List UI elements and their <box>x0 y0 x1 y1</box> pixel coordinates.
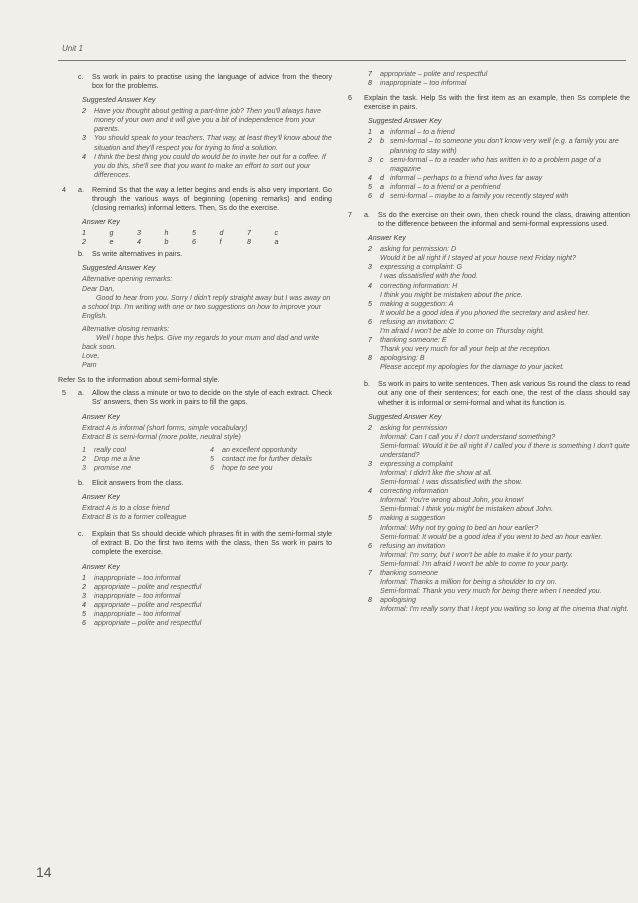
instruction-text: Ss write alternatives in pairs. <box>92 250 183 259</box>
item-number: 4 <box>210 445 214 454</box>
item-text: Informal: You're wrong about John, you know! <box>380 496 524 505</box>
exercise-4a: 4 a. Remind Ss that the way a letter begins and ends is also very important. Go through the various ways of beginning (opening remarks) and ending (closing remarks) informal letters. Then, Ss do the exercise. <box>62 185 332 213</box>
item-letter: a <box>380 182 384 191</box>
right-column <box>348 70 630 614</box>
answer-item <box>368 70 630 79</box>
item-text: Informal: I didn't like the show at all. <box>380 469 493 478</box>
item-text: contact me for further details <box>222 454 312 463</box>
item-number: 8 <box>368 354 372 363</box>
answer-item <box>368 487 630 514</box>
item-text: Semi-formal: Thank you very much for being there when I needed you. <box>380 587 602 596</box>
page-number: 14 <box>36 864 52 880</box>
item-text: Please accept my apologies for the damage to your jacket. <box>380 363 565 372</box>
pair-row <box>62 446 332 455</box>
item-number: 6 <box>368 541 372 550</box>
item-text: semi-formal – to a reader who has written in to a problem page of a magazine <box>390 155 601 173</box>
grid-cell: e <box>109 238 114 247</box>
exercise-5a: 5 a. Allow the class a minute or two to decide on the style of each extract. Check Ss' answers, then Ss work in pairs to fill the gaps. <box>62 389 332 407</box>
answer-item <box>368 569 630 596</box>
item-text: Thank you very much for all your help at the reception. <box>380 345 552 354</box>
answer-item <box>368 424 630 460</box>
answer-list <box>348 70 630 88</box>
item-heading: making a suggestion <box>380 514 446 523</box>
exercise-7a: 7 a. Ss do the exercise on their own, then check round the class, drawing attention to the difference between the informal and semi-formal expressions used. <box>348 211 630 229</box>
item-letter: a <box>380 128 384 137</box>
item-body <box>380 424 630 460</box>
item-body <box>380 336 630 354</box>
item-text: Informal: Thanks a million for being a shoulder to cry on. <box>380 577 557 586</box>
grid-cell: 6 <box>192 238 196 247</box>
item-number: 3 <box>368 155 372 164</box>
answer-item <box>368 542 630 569</box>
answer-key-label: Answer Key <box>368 234 406 243</box>
item-text: inappropriate – too informal <box>380 79 467 88</box>
answer-line: Extract B is to a former colleague <box>82 513 187 522</box>
answer-item <box>82 610 332 619</box>
answer-item <box>82 619 332 628</box>
header-rule <box>58 60 626 61</box>
item-heading: refusing an invitation <box>380 541 446 550</box>
instruction-text: Ss work in pairs to write sentences. Then ask various Ss round the class to read out any one of their sentences; for each one, the rest of the class should say whether it is informal or semi-formal and what its function is. <box>378 380 630 407</box>
item-number: 7 <box>368 336 372 345</box>
answer-key-label: Answer Key <box>82 493 120 502</box>
grid-cell: b <box>164 238 169 247</box>
item-heading: thanking someone: E <box>380 336 447 345</box>
instruction-text: Elicit answers from the class. <box>92 478 184 487</box>
pair-cell <box>82 455 204 464</box>
item-text: appropriate – polite and respectful <box>94 600 202 609</box>
alt-closing-label: Alternative closing remarks: <box>82 324 170 333</box>
answer-list <box>62 574 332 628</box>
exercise-7b: b. Ss work in pairs to write sentences. Then ask various Ss round the class to read out any one of their sentences; for each one, the rest of the class should say whether it is informal or semi-formal and what its function is. <box>364 380 630 407</box>
item-text: I think the best thing you could do would be to invite her out for a coffee. If you do this, she'll see that you want to make an effort to sort out your differences. <box>94 152 326 179</box>
item-number: 4 <box>368 487 372 496</box>
grid-cell: a <box>274 238 279 247</box>
item-number: 6 <box>368 317 372 326</box>
item-number: 5 <box>210 454 214 463</box>
answer-list <box>348 128 630 201</box>
answer-item <box>368 156 630 174</box>
grid-cell: d <box>219 229 224 238</box>
item-text: Drop me a line <box>94 454 141 463</box>
item-heading: expressing a complaint: G <box>380 263 463 272</box>
item-number: 5 <box>82 609 86 618</box>
unit-header: Unit 1 <box>62 44 83 53</box>
item-text: informal – to a friend <box>390 128 455 137</box>
answer-item <box>368 282 630 300</box>
item-body <box>380 354 630 372</box>
answer-item <box>368 183 630 192</box>
item-heading: making a suggestion: A <box>380 299 454 308</box>
item-text: inappropriate – too informal <box>94 591 181 600</box>
alt-opening-body: Good to hear from you. Sorry I didn't reply straight away but I was away on a school trip. I'm writing with one or two suggestions on how to improve your English. <box>82 293 331 320</box>
answer-list <box>348 424 630 615</box>
answer-key-label: Answer Key <box>82 412 120 421</box>
item-number: 7 <box>368 568 372 577</box>
item-number: 2 <box>368 137 372 146</box>
answer-line: Extract A is to a close friend <box>82 504 170 513</box>
answer-item <box>368 460 630 487</box>
item-heading: apologising: B <box>380 354 425 363</box>
item-body <box>380 263 630 281</box>
alt-opening-line: Dear Dan, <box>82 284 115 293</box>
instruction-text: Ss work in pairs to practise using the language of advice from the theory box for the problems. <box>92 73 332 91</box>
item-letter: c <box>380 155 384 164</box>
item-number: 3 <box>368 459 372 468</box>
item-text: You should speak to your teachers. That way, at least they'll know about the situation and they'll respect you for trying to find a solution. <box>94 134 332 152</box>
item-text: inappropriate – too informal <box>94 609 181 618</box>
answer-item <box>82 153 332 180</box>
alt-closing-name: Pam <box>82 361 97 370</box>
item-number: 5 <box>368 299 372 308</box>
instruction-text: Explain the task. Help Ss with the first item as an example, then Ss complete the exercise in pairs. <box>364 94 630 112</box>
item-text: an excellent opportunity <box>222 445 297 454</box>
answer-item <box>368 263 630 281</box>
answer-key-label: Suggested Answer Key <box>82 96 156 105</box>
item-number: 4 <box>82 152 86 161</box>
item-text: semi-formal – to someone you don't know very well (e.g. a family you are planning to stay with) <box>390 137 619 155</box>
item-text: semi-formal – maybe to a family you recently stayed with <box>390 191 569 200</box>
item-number: 1 <box>82 445 86 454</box>
item-number: 2 <box>368 245 372 254</box>
grid-cell: h <box>164 229 169 238</box>
item-text: I'm afraid I won't be able to come on Thursday night. <box>380 326 545 335</box>
answer-item <box>368 174 630 183</box>
grid-cell: 5 <box>192 229 196 238</box>
item-text: Informal: Why not try going to bed an hour earlier? <box>380 523 539 532</box>
item-text: I was dissatisfied with the food. <box>380 272 478 281</box>
item-body <box>380 300 630 318</box>
alt-closing-body: Well I hope this helps. Give my regards to your mum and dad and write back soon. <box>82 333 320 352</box>
item-text: Semi-formal: I was dissatisfied with the show. <box>380 478 523 487</box>
item-number: 2 <box>368 423 372 432</box>
answer-item <box>368 318 630 336</box>
answer-item <box>82 134 332 152</box>
item-text: inappropriate – too informal <box>94 573 181 582</box>
item-body <box>380 282 630 300</box>
answer-item <box>82 583 332 592</box>
grid-cell: 7 <box>247 229 251 238</box>
answer-line: Extract A is informal (short forms, simple vocabulary) <box>82 423 248 432</box>
pair-row <box>62 464 332 473</box>
item-number: 4 <box>82 600 86 609</box>
answer-item <box>82 107 332 134</box>
item-body <box>380 318 630 336</box>
answer-key-label: Answer Key <box>82 218 120 227</box>
item-text: Informal: Can I call you if I don't understand something? <box>380 432 556 441</box>
item-text: Informal: I'm really sorry that I kept you waiting so long at the cinema that night. <box>380 605 629 614</box>
item-heading: expressing a complaint <box>380 459 453 468</box>
instruction-text: Remind Ss that the way a letter begins and ends is also very important. Go through the various ways of beginning (opening remarks) and ending (closing remarks) informal letters. Then, Ss do the exercise. <box>92 185 332 213</box>
item-text: really cool <box>94 445 126 454</box>
exercise-5c: c. Explain that Ss should decide which phrases fit in with the semi-formal style of extract B. Do the first two items with the class, then Ss work in pairs to complete the exercise. <box>78 530 332 557</box>
item-number: 4 <box>368 281 372 290</box>
item-text: promise me <box>94 463 132 472</box>
item-text: appropriate – polite and respectful <box>380 70 488 78</box>
answer-pairs <box>62 446 332 473</box>
exercise-4c: c. Ss work in pairs to practise using the language of advice from the theory box for the problems. <box>78 73 332 91</box>
answer-item <box>368 336 630 354</box>
item-text: informal – perhaps to a friend who lives far away <box>390 173 543 182</box>
item-text: I think you might be mistaken about the price. <box>380 290 523 299</box>
alt-closing-signoff: Love, <box>82 352 100 361</box>
item-body <box>380 245 630 263</box>
item-text: Semi-formal: Would it be all right if I called you if there is something I don't quite understand? <box>380 441 630 459</box>
item-number: 3 <box>368 263 372 272</box>
answer-item <box>368 514 630 541</box>
item-letter: d <box>380 191 384 200</box>
answer-item <box>368 128 630 137</box>
item-body <box>380 542 630 569</box>
item-number: 1 <box>368 128 372 137</box>
exercise-5b: b. Elicit answers from the class. <box>62 479 332 488</box>
item-letter: b <box>380 137 384 146</box>
answer-item <box>368 137 630 155</box>
grid-cell: 4 <box>137 238 141 247</box>
instruction-text: Explain that Ss should decide which phrases fit in with the semi-formal style of extract B. Do the first two items with the class, then Ss work in pairs to complete the exercise. <box>92 530 332 557</box>
answer-key-label: Suggested Answer Key <box>82 264 156 273</box>
item-heading: asking for permission <box>380 423 448 432</box>
item-text: informal – to a friend or a penfriend <box>390 182 501 191</box>
grid-cell: f <box>219 238 222 247</box>
answer-item <box>82 601 332 610</box>
grid-cell: c <box>274 229 279 238</box>
item-number: 6 <box>210 463 214 472</box>
answer-key-label: Suggested Answer Key <box>368 412 442 421</box>
item-body <box>380 569 630 596</box>
answer-item <box>82 592 332 601</box>
pair-cell <box>210 455 332 464</box>
item-text: Semi-formal: I'm afraid I won't be able to come to your party. <box>380 559 569 568</box>
suggested-answer-list <box>62 107 332 180</box>
item-text: hope to see you <box>222 463 273 472</box>
alt-opening-label: Alternative opening remarks: <box>82 275 173 284</box>
item-letter: d <box>380 173 384 182</box>
answer-item <box>368 192 630 201</box>
item-number: 8 <box>368 596 372 605</box>
item-number: 2 <box>82 107 86 116</box>
item-text: appropriate – polite and respectful <box>94 618 202 627</box>
exercise-6: 6 Explain the task. Help Ss with the first item as an example, then Ss complete the exercise in pairs. <box>348 94 630 112</box>
answer-grid-row <box>62 229 302 238</box>
refer-text: Refer Ss to the information about semi-formal style. <box>58 376 220 385</box>
answer-list <box>348 245 630 372</box>
answer-item <box>368 596 630 614</box>
item-number: 3 <box>82 463 86 472</box>
item-text: Have you thought about getting a part-time job? Then you'll always have money of your own and it will give you a bit of independence from your parents. <box>94 107 321 134</box>
item-number: 3 <box>82 134 86 143</box>
item-number: 5 <box>368 182 372 191</box>
item-heading: correcting information <box>380 487 449 496</box>
answer-item <box>368 245 630 263</box>
item-text: Semi-formal: I think you might be mistaken about John. <box>380 505 554 514</box>
item-number: 8 <box>368 79 372 88</box>
exercise-4b: b. Ss write alternatives in pairs. <box>62 250 332 259</box>
answer-item <box>368 300 630 318</box>
item-heading: apologising <box>380 596 416 605</box>
item-body <box>380 460 630 487</box>
grid-cell: 3 <box>137 229 141 238</box>
item-body <box>380 514 630 541</box>
grid-cell: g <box>109 229 114 238</box>
item-heading: thanking someone <box>380 568 438 577</box>
item-heading: refusing an invitation: C <box>380 317 455 326</box>
item-number: 2 <box>82 454 86 463</box>
pair-cell <box>82 464 204 473</box>
instruction-text: Ss do the exercise on their own, then check round the class, drawing attention to the difference between the informal and semi-formal expressions used. <box>378 211 630 229</box>
grid-cell: 8 <box>247 238 251 247</box>
item-number: 6 <box>368 191 372 200</box>
item-text: It would be a good idea if you phoned the secretary and asked her. <box>380 308 590 317</box>
answer-key-label: Suggested Answer Key <box>368 117 442 126</box>
pair-row <box>62 455 332 464</box>
pair-cell <box>210 446 332 455</box>
item-heading: asking for permission: D <box>380 245 457 254</box>
pair-cell <box>210 464 332 473</box>
item-heading: correcting information: H <box>380 281 458 290</box>
answer-item <box>368 354 630 372</box>
answer-grid-row <box>62 238 302 247</box>
item-text: Informal: I'm sorry, but I won't be able to make it to your party. <box>380 550 573 559</box>
item-number: 4 <box>368 173 372 182</box>
left-column <box>58 70 332 628</box>
item-body <box>380 596 630 614</box>
item-text: Would it be all right if I stayed at your house next Friday night? <box>380 254 576 263</box>
item-number: 1 <box>82 573 86 582</box>
answer-line: Extract B is semi-formal (more polite, neutral style) <box>82 432 241 441</box>
pair-cell <box>82 446 204 455</box>
answer-key-label: Answer Key <box>82 562 120 571</box>
answer-item <box>368 79 630 88</box>
item-number: 3 <box>82 591 86 600</box>
item-number: 6 <box>82 618 86 627</box>
grid-cell: 1 <box>82 229 86 238</box>
item-body <box>380 487 630 514</box>
grid-cell: 2 <box>82 238 86 247</box>
item-text: Semi-formal: It would be a good idea if you went to bed an hour earlier. <box>380 532 603 541</box>
item-number: 7 <box>368 70 372 78</box>
item-number: 2 <box>82 582 86 591</box>
instruction-text: Allow the class a minute or two to decide on the style of each extract. Check Ss' answers, then Ss work in pairs to fill the gaps. <box>92 389 332 407</box>
item-number: 5 <box>368 514 372 523</box>
item-text: appropriate – polite and respectful <box>94 582 202 591</box>
answer-item <box>82 574 332 583</box>
